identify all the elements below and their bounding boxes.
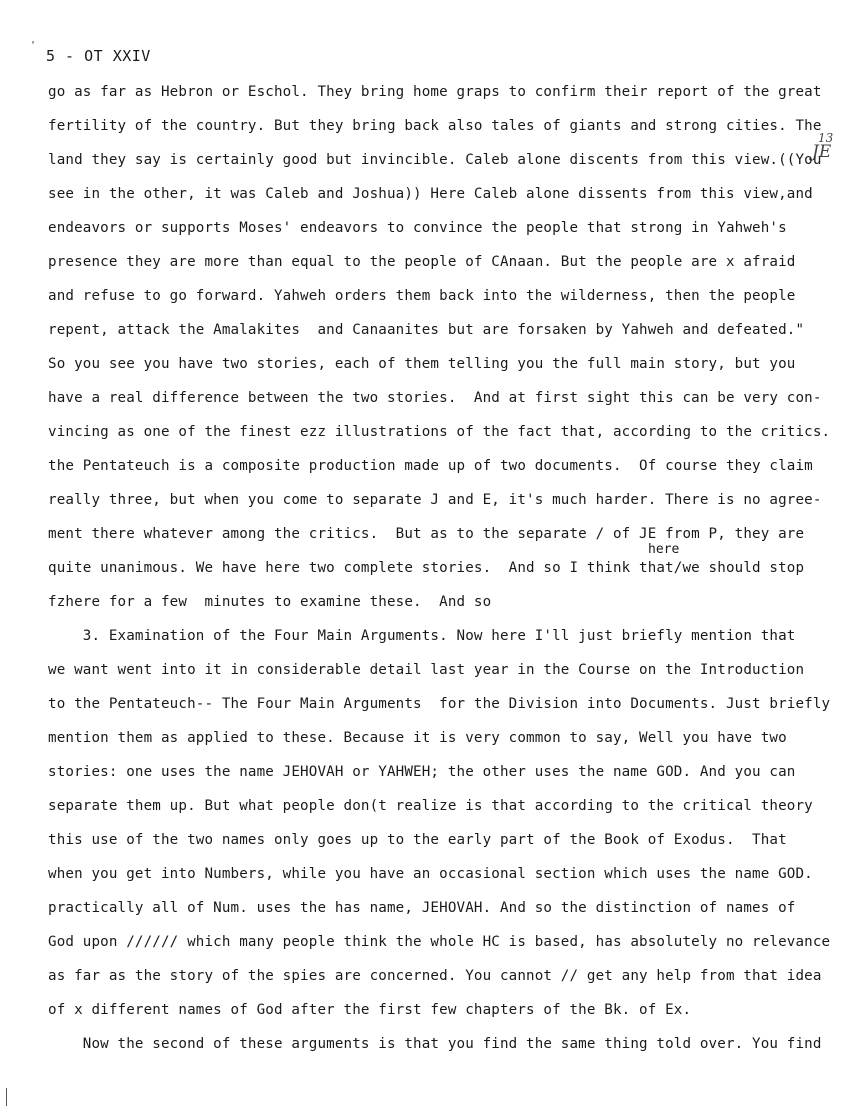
text-line-6: presence they are more than equal to the people of CAnaan. But the people are x afraid bbox=[48, 254, 796, 270]
page-edge-mark bbox=[6, 1088, 7, 1106]
text-line-2: fertility of the country. But they bring back also tales of giants and strong cities. The bbox=[48, 118, 822, 134]
text-line-15: quite unanimous. We have here two complete stories. And so I think that/we should stop bbox=[48, 560, 805, 576]
text-line-17: 3. Examination of the Four Main Arguments. Now here I'll just briefly mention that bbox=[48, 628, 796, 644]
text-line-13: really three, but when you come to separate J and E, it's much harder. There is no agree- bbox=[48, 492, 822, 508]
text-line-10: have a real difference between the two stories. And at first sight this can be very con- bbox=[48, 390, 822, 406]
text-line-22: separate them up. But what people don(t realize is that according to the critical theory bbox=[48, 798, 813, 814]
text-line-18: we want went into it in considerable detail last year in the Course on the Introduction bbox=[48, 662, 805, 678]
text-line-28: of x different names of God after the first few chapters of the Bk. of Ex. bbox=[48, 1002, 692, 1018]
text-line-7: and refuse to go forward. Yahweh orders them back into the wilderness, then the people bbox=[48, 288, 796, 304]
text-line-8: repent, attack the Amalakites and Canaanites but are forsaken by Yahweh and defeated." bbox=[48, 322, 805, 338]
text-line-21: stories: one uses the name JEHOVAH or YAHWEH; the other uses the name GOD. And you can bbox=[48, 764, 796, 780]
text-line-3: land they say is certainly good but invincible. Caleb alone discents from this view.((You bbox=[48, 152, 822, 168]
text-line-9: So you see you have two stories, each of them telling you the full main story, but you bbox=[48, 356, 796, 372]
interlinear-insertion: here bbox=[648, 542, 680, 557]
text-line-5: endeavors or supports Moses' endeavors to convince the people that strong in Yahweh's bbox=[48, 220, 787, 236]
text-line-25: practically all of Num. uses the has name, JEHOVAH. And so the distinction of names of bbox=[48, 900, 796, 916]
text-line-4: see in the other, it was Caleb and Joshua)) Here Caleb alone dissents from this view,and bbox=[48, 186, 813, 202]
text-line-24: when you get into Numbers, while you have an occasional section which uses the name GOD. bbox=[48, 866, 813, 882]
margin-annotation-letters: JE bbox=[812, 142, 832, 162]
text-line-27: as far as the story of the spies are concerned. You cannot // get any help from that idea bbox=[48, 968, 822, 984]
margin-annotation-number: 13 bbox=[818, 131, 834, 145]
text-line-11: vincing as one of the finest ezz illustrations of the fact that, according to the critics. bbox=[48, 424, 831, 440]
stray-mark: ' bbox=[30, 40, 37, 51]
text-line-14: ment there whatever among the critics. But as to the separate / of JE from P, they are bbox=[48, 526, 805, 542]
text-line-29: Now the second of these arguments is that you find the same thing told over. You find bbox=[48, 1036, 822, 1052]
text-line-26: God upon ////// which many people think the whole HC is based, has absolutely no relevance bbox=[48, 934, 831, 950]
text-line-16: fzhere for a few minutes to examine these. And so bbox=[48, 594, 492, 610]
text-line-23: this use of the two names only goes up to the early part of the Book of Exodus. That bbox=[48, 832, 787, 848]
text-line-19: to the Pentateuch-- The Four Main Arguments for the Division into Documents. Just briefly bbox=[48, 696, 831, 712]
text-line-20: mention them as applied to these. Because it is very common to say, Well you have two bbox=[48, 730, 787, 746]
page-header: 5 - OT XXIV bbox=[46, 47, 151, 65]
text-line-12: the Pentateuch is a composite production made up of two documents. Of course they claim bbox=[48, 458, 813, 474]
text-line-1: go as far as Hebron or Eschol. They bring home graps to confirm their report of the great bbox=[48, 84, 822, 100]
